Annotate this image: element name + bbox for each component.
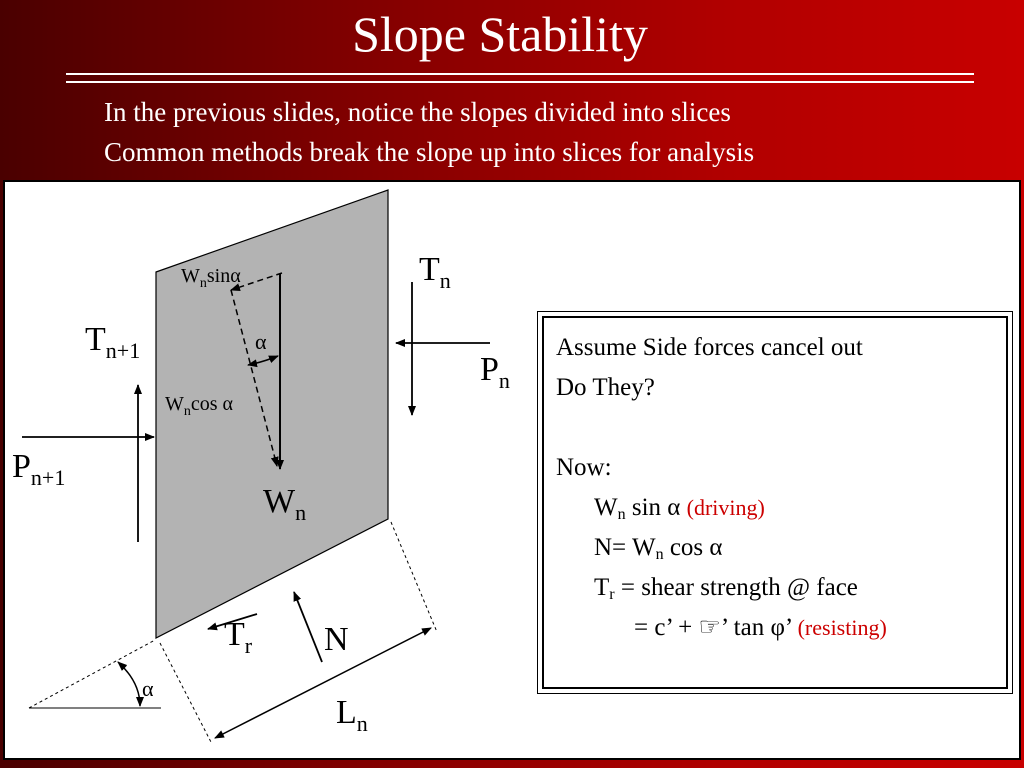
diagram-panel (3, 180, 1021, 760)
normal-equation: $N= W_n$ cos α (594, 534, 723, 563)
driving-equation: $W_n$ sin α (driving) (594, 494, 765, 523)
slope-dashed-line (29, 640, 155, 708)
assumption-box-inner (542, 316, 1008, 689)
assumption-line-now: Now: (556, 454, 612, 481)
label-wn-sin-alpha: $W_n\sin\alpha$ (181, 265, 241, 291)
assumption-text (556, 328, 887, 648)
label-tn: $T_n$ (419, 251, 451, 293)
label-pn-plus-1: $P_{n+1}$ (12, 448, 66, 490)
assumption-line-1: Assume Side forces cancel out (556, 334, 863, 361)
intro-text (104, 92, 754, 172)
driving-tag: (driving) (686, 495, 765, 520)
label-tr: $T_r$ (224, 616, 253, 658)
slide-title: Slope Stability (352, 6, 648, 62)
ln-dashed-left (160, 643, 212, 744)
label-alpha-bottom: α (142, 676, 154, 701)
assumption-line-2: Do They? (556, 374, 655, 401)
resisting-equation: = c’ + ☞’ tan φ’ (resisting) (634, 614, 887, 641)
shear-equation: $T_r$ = shear strength @ face (594, 574, 858, 603)
label-n: N (324, 621, 349, 658)
label-wn: $W_n$ (263, 483, 307, 525)
label-tn-plus-1: $T_{n+1}$ (85, 321, 141, 363)
n-arrow (294, 592, 322, 662)
intro-line-2: Common methods break the slope up into slices for analysis (104, 137, 755, 167)
label-pn: $P_n$ (480, 351, 510, 393)
label-alpha-top: α (255, 329, 267, 354)
resisting-tag: (resisting) (797, 615, 887, 640)
ln-dashed-right (391, 522, 437, 632)
slope-angle-arc (118, 662, 140, 706)
assumption-box (537, 311, 1013, 694)
intro-line-1: In the previous slides, notice the slopes divided into slices (104, 97, 731, 127)
blank-line (556, 408, 887, 448)
label-ln: $L_n$ (336, 694, 368, 736)
title-divider (66, 73, 974, 83)
label-wn-cos-alpha: $W_n\cos$ α (165, 393, 234, 419)
